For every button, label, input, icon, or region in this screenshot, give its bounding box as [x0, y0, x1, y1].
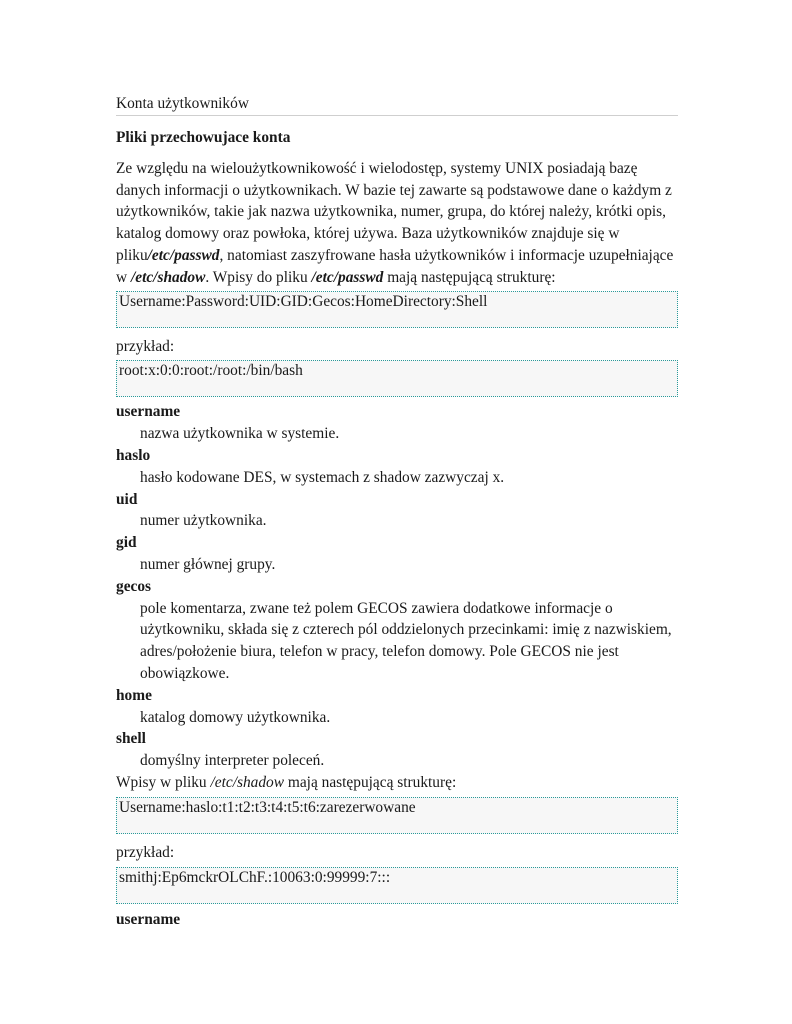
field-term: haslo — [116, 446, 151, 464]
field-desc: domyślny interpreter poleceń. — [140, 752, 325, 770]
field-term: username — [116, 403, 181, 421]
path-shadow: /etc/shadow — [130, 268, 206, 286]
shadow-example-box: smithj:Ep6mckrOLChF.:10063:0:99999:7::: — [116, 867, 678, 904]
section-title: Pliki przechowujace konta — [116, 129, 291, 146]
field-desc: numer użytkownika. — [140, 512, 267, 530]
shadow-format-box: Username:haslo:t1:t2:t3:t4:t5:t6:zarezerwowane — [116, 797, 678, 834]
field-term: uid — [116, 490, 138, 508]
intro-text-2: , natomiast zaszyfrowane hasła użytkowników i informacje uzupełniające w — [116, 246, 674, 286]
intro-text-4: mają następującą strukturę: — [383, 268, 556, 286]
field-term: username — [116, 910, 181, 928]
shadow-intro — [116, 772, 678, 794]
passwd-example-label: przykład: — [116, 337, 175, 355]
shadow-intro-text-2: mają następującą strukturę: — [284, 773, 457, 791]
shadow-example-label: przykład: — [116, 843, 175, 861]
passwd-format-box: Username:Password:UID:GID:Gecos:HomeDirectory:Shell — [116, 291, 678, 328]
intro-paragraph — [116, 158, 678, 289]
field-term: gid — [116, 534, 137, 552]
passwd-field-list — [116, 401, 678, 772]
field-term: shell — [116, 730, 146, 748]
field-desc: nazwa użytkownika w systemie. — [140, 425, 340, 443]
field-desc: numer głównej grupy. — [140, 555, 276, 573]
passwd-example-box: root:x:0:0:root:/root:/bin/bash — [116, 360, 678, 397]
path-shadow-2: /etc/shadow — [210, 773, 285, 791]
field-desc: katalog domowy użytkownika. — [140, 708, 331, 726]
document-page — [116, 94, 678, 930]
intro-text-3: . Wpisy do pliku — [205, 268, 312, 286]
field-desc: hasło kodowane DES, w systemach z shadow zazwyczaj x. — [140, 468, 505, 486]
field-desc: pole komentarza, zwane też polem GECOS zawiera dodatkowe informacje o użytkowniku, składa się z czterech pól oddzielonych przecinkami: imię z nazwiskiem, adres/położenie biura, telefon w pracy, telefon domowy. Pole GECOS nie jest obowiązkowe. — [140, 599, 672, 682]
path-passwd: /etc/passwd — [147, 246, 220, 264]
intro-text-1: Ze względu na wieloużytkownikowość i wielodostęp, systemy UNIX posiadają bazę danych informacji o użytkownikach. W bazie tej zawarte są podstawowe dane o każdym z użytkowników, takie jak nazwa użytkownika, numer, grupa, do której należy, krótki opis, katalog domowy oraz powłoka, której używa. Baza użytkowników znajduje się w pliku — [116, 159, 672, 264]
path-passwd-2: /etc/passwd — [311, 268, 384, 286]
field-term: gecos — [116, 577, 152, 595]
shadow-field-list — [116, 909, 678, 931]
field-term: home — [116, 686, 152, 704]
page-header: Konta użytkowników — [116, 94, 678, 116]
shadow-intro-text-1: Wpisy w pliku — [116, 773, 211, 791]
